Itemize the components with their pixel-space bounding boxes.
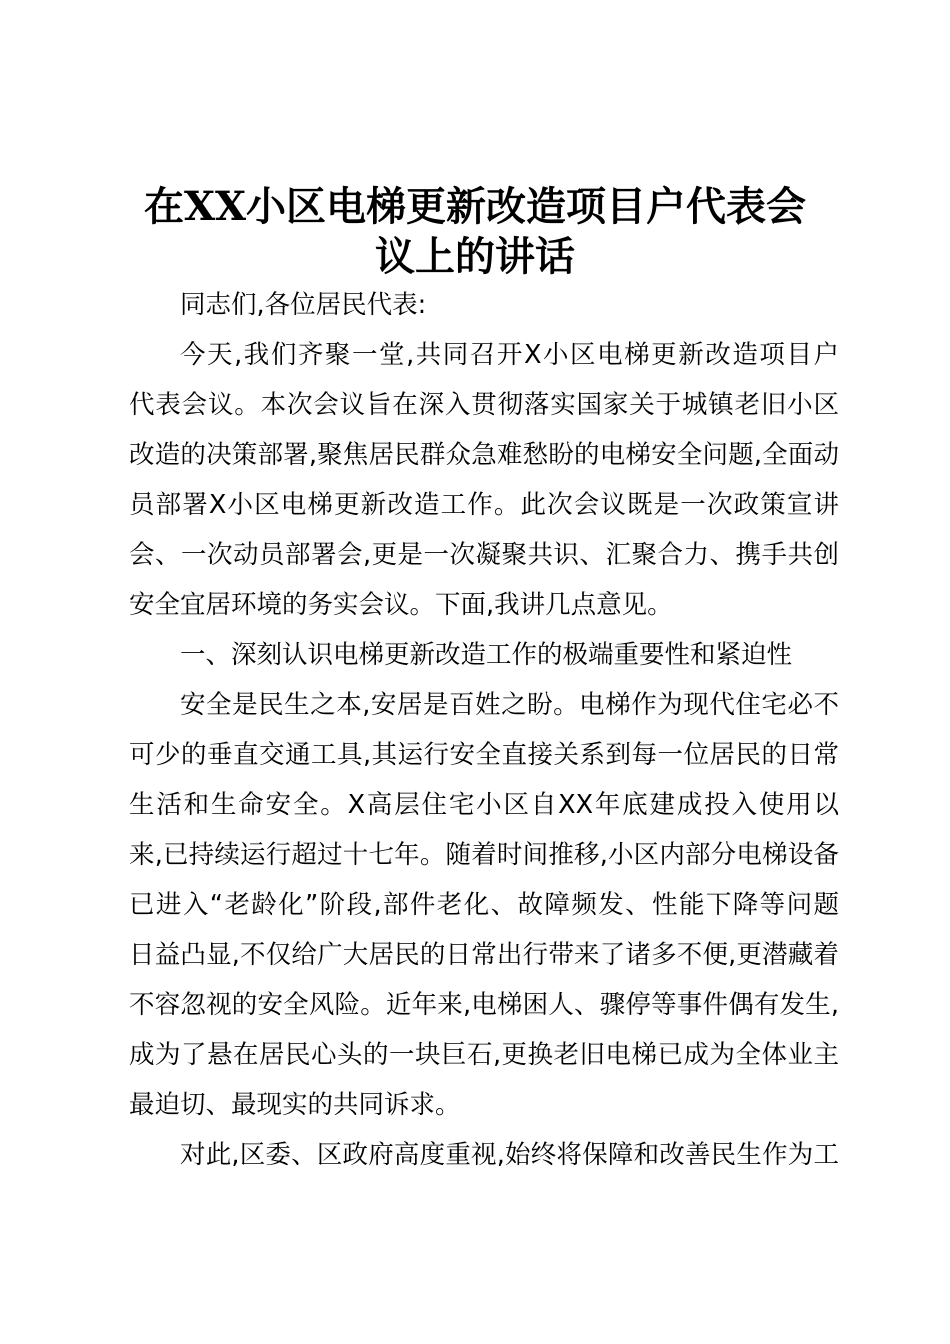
text-line: 已进入“老龄化”阶段,部件老化、故障频发、性能下降等问题 — [129, 890, 839, 920]
paragraph — [129, 680, 839, 1130]
text-line: 对此,区委、区政府高度重视,始终将保障和改善民生作为工 — [180, 1140, 839, 1170]
text-line: 员部署X小区电梯更新改造工作。此次会议既是一次政策宣讲 — [129, 490, 839, 520]
document-title — [0, 182, 950, 282]
paragraph — [129, 1130, 839, 1180]
text-line: 同志们,各位居民代表: — [180, 290, 427, 320]
title-line: 议上的讲话 — [375, 233, 575, 280]
text-line: 会、一次动员部署会,更是一次凝聚共识、汇聚合力、携手共创 — [129, 540, 839, 570]
text-line: 不容忽视的安全风险。近年来,电梯困人、骤停等事件偶有发生, — [129, 990, 839, 1020]
text-line: 生活和生命安全。X高层住宅小区自XX年底建成投入使用以 — [129, 790, 839, 820]
text-line: 今天,我们齐聚一堂,共同召开X小区电梯更新改造项目户 — [180, 340, 839, 370]
text-line: 成为了悬在居民心头的一块巨石,更换老旧电梯已成为全体业主 — [129, 1040, 839, 1070]
text-line: 改造的决策部署,聚焦居民群众急难愁盼的电梯安全问题,全面动 — [129, 440, 839, 470]
title-line: 在XX小区电梯更新改造项目户代表会 — [143, 183, 807, 230]
text-line: 日益凸显,不仅给广大居民的日常出行带来了诸多不便,更潜藏着 — [129, 940, 839, 970]
paragraph — [129, 630, 839, 680]
text-line: 一、深刻认识电梯更新改造工作的极端重要性和紧迫性 — [180, 640, 793, 670]
text-line: 代表会议。本次会议旨在深入贯彻落实国家关于城镇老旧小区 — [129, 390, 839, 420]
text-line: 可少的垂直交通工具,其运行安全直接关系到每一位居民的日常 — [129, 740, 839, 770]
text-line: 最迫切、最现实的共同诉求。 — [129, 1090, 461, 1120]
paragraph — [129, 280, 839, 330]
paragraph — [129, 330, 839, 630]
text-line: 安全是民生之本,安居是百姓之盼。电梯作为现代住宅必不 — [180, 690, 839, 720]
text-line: 来,已持续运行超过十七年。随着时间推移,小区内部分电梯设备 — [129, 840, 839, 870]
document-body — [129, 280, 839, 1180]
text-line: 安全宜居环境的务实会议。下面,我讲几点意见。 — [129, 590, 673, 620]
